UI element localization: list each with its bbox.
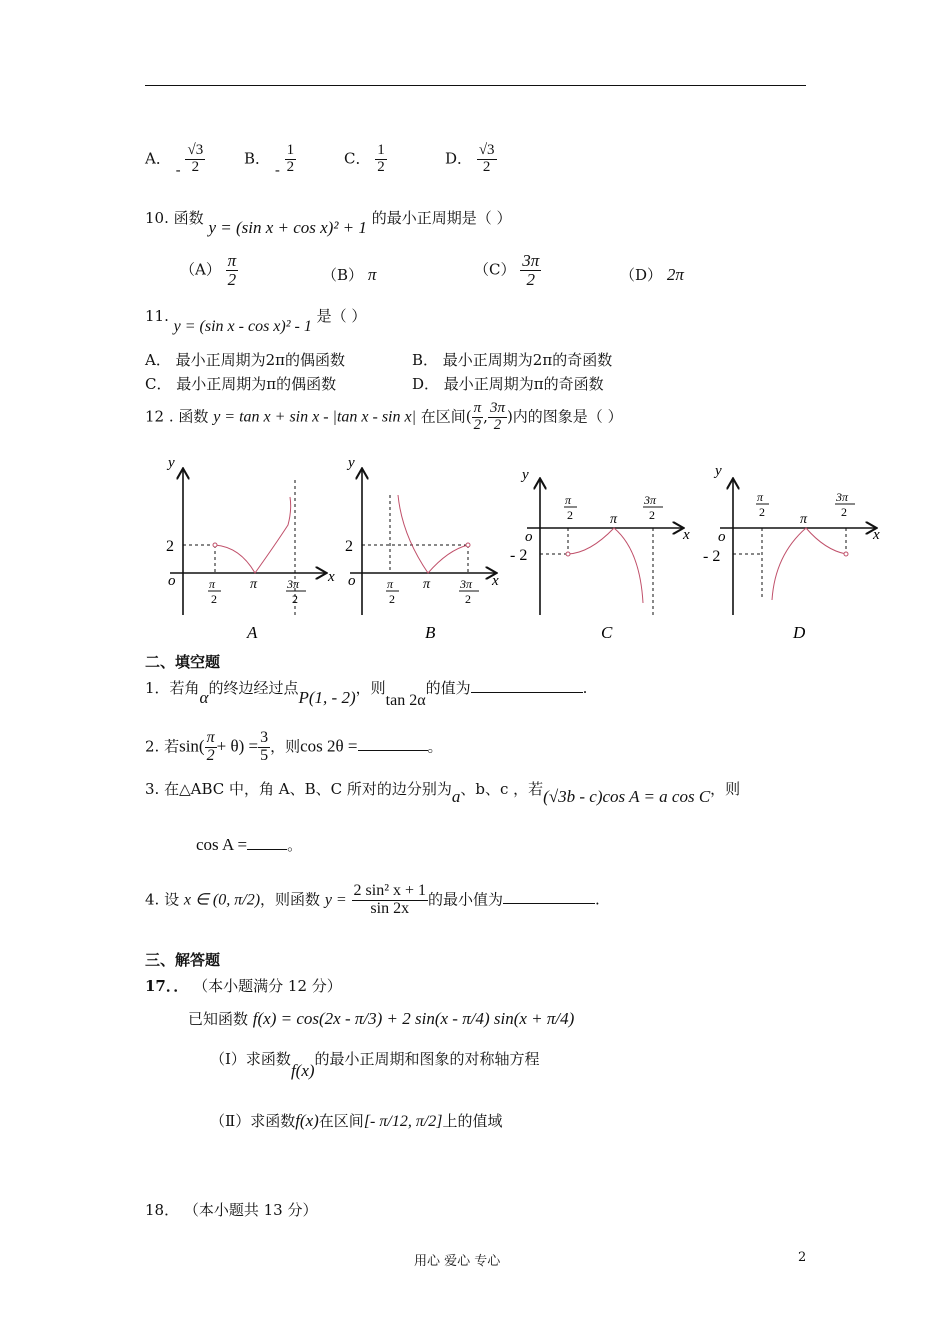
fraction (226, 252, 239, 289)
fill-question-4 (145, 883, 600, 918)
tick-half-den: 2 (567, 508, 573, 522)
question-number: 10. (145, 209, 169, 227)
formula: y = tan x + sin x - |tan x - sin x| (213, 408, 416, 426)
tick-3half-den: 2 (649, 508, 655, 522)
fraction (352, 883, 429, 918)
fill-question-2 (145, 730, 443, 765)
formula: x ∈ (0, π/2) (183, 891, 261, 909)
question-text: 在区间( (420, 407, 472, 426)
answer-blank[interactable] (503, 903, 595, 904)
numerator: 1 (377, 142, 385, 158)
q11-option-b: B． 最小正周期为2π的奇函数 (412, 351, 613, 369)
denominator: sin 2x (370, 899, 410, 917)
q10-option-d (620, 264, 684, 285)
question-number: 11. (145, 307, 169, 325)
q9-option-c (344, 143, 387, 176)
curve (398, 495, 468, 573)
axis-y-label: y (168, 455, 175, 471)
numerator: 2 sin² x + 1 (353, 882, 427, 899)
option-label: （A） (180, 260, 221, 279)
curve (215, 497, 291, 573)
graph-label-a: A (247, 623, 258, 642)
formula: + θ) = (216, 736, 259, 756)
section-title: 二、填空题 (145, 653, 221, 671)
q10-option-b (322, 264, 376, 285)
numerator: 1 (286, 142, 295, 158)
numerator: π (206, 729, 215, 746)
tick-half-num: π (757, 490, 764, 504)
axis-y-label: y (715, 463, 722, 479)
question-text: ，则 (355, 679, 386, 697)
score-note: （本小题共 13 分） (183, 1201, 318, 1219)
q10-stem (145, 207, 512, 237)
punctuation: 。 (427, 737, 443, 756)
question-text: 的最小值为 (428, 890, 504, 909)
tick-pi: π (800, 512, 808, 527)
denominator: 5 (260, 746, 269, 764)
axis-x-label: x (328, 569, 335, 585)
denominator: 2 (191, 158, 200, 175)
formula: a (451, 787, 461, 806)
formula: f(x) (295, 1111, 319, 1130)
origin-label: o (348, 573, 356, 589)
question-number: 17．． (145, 977, 189, 995)
denominator: 2 (526, 269, 536, 289)
option-label: C． (344, 149, 371, 168)
origin-label: o (168, 573, 176, 589)
denominator: 2 (473, 416, 482, 433)
tick-pi: π (610, 512, 618, 527)
sign: - (274, 161, 280, 180)
section-title: 三、解答题 (145, 951, 221, 969)
level-label: 2 (345, 538, 353, 555)
denominator: 2 (377, 158, 385, 175)
footer-text: 用心 爱心 专心 (414, 1254, 501, 1269)
tick-half-den: 2 (389, 592, 395, 606)
q17-given (188, 1008, 574, 1029)
option-label: （C） (474, 260, 516, 279)
tick-half-num: π (565, 493, 572, 507)
question-text: （Ⅱ）求函数 (210, 1112, 296, 1130)
q17-header (145, 975, 342, 996)
question-text: ，则 (710, 780, 741, 798)
q11-stem (145, 305, 367, 335)
comma: , (483, 407, 488, 426)
formula: cos A = (196, 835, 248, 854)
question-text: 、b、c ，若 (460, 780, 544, 798)
numerator: 3π (489, 400, 505, 416)
answer-blank[interactable] (247, 849, 287, 850)
numerator: √3 (187, 142, 204, 158)
fill-question-3-answer (196, 834, 302, 855)
question-number: 18． (145, 1201, 180, 1219)
tick-half-num: π (209, 577, 216, 591)
formula: f(x) = cos(2x - π/3) + 2 sin(x - π/4) sin(x + π/4) (252, 1009, 575, 1028)
fraction (488, 401, 507, 434)
fill-question-3 (145, 778, 741, 806)
question-text: 3. 在△ABC 中，角 A、B、C 所对的边分别为 (145, 780, 452, 798)
fraction (520, 252, 541, 289)
fraction (375, 143, 387, 176)
tick-3half-den: 2 (465, 592, 471, 606)
tick-3half-num: 3π (836, 490, 849, 504)
tick-3half-num: 3π (287, 577, 300, 591)
formula: y = (sin x + cos x)² + 1 (208, 218, 367, 237)
option-label: （D） (620, 266, 663, 284)
curve (568, 528, 643, 603)
option-label: B． (244, 149, 271, 168)
origin-label: o (718, 529, 726, 545)
question-text: )内的图象是（ ） (506, 407, 623, 426)
graph-label-c: C (601, 623, 613, 642)
q12-stem (145, 401, 623, 434)
q10-option-c (474, 252, 541, 289)
denominator: 2 (493, 416, 502, 433)
q12-graphs (150, 455, 890, 650)
tick-half-den: 2 (211, 592, 217, 606)
formula: sin( (179, 736, 205, 756)
question-text: 的最小正周期和图象的对称轴方程 (314, 1050, 540, 1068)
question-text: ，则函数 (260, 890, 321, 909)
numerator: 3 (260, 729, 269, 746)
q10-option-a (180, 252, 238, 289)
q18-header (145, 1199, 318, 1220)
numerator: 3π (522, 251, 540, 270)
question-text: （Ⅰ）求函数 (210, 1050, 291, 1068)
q11-option-d: D． 最小正周期为π的奇函数 (412, 375, 604, 393)
formula: α (199, 688, 209, 707)
formula: y = (324, 891, 347, 909)
graph-d (703, 463, 880, 615)
tick-half-den: 2 (759, 505, 765, 519)
answer-blank[interactable] (471, 692, 583, 693)
fraction (477, 143, 497, 176)
denominator: 2 (227, 269, 237, 289)
score-note: （本小题满分 12 分） (193, 977, 342, 995)
question-text: 函数 (173, 209, 204, 227)
question-text: 的最小正周期是（ ） (371, 209, 512, 227)
graph-c (510, 467, 690, 615)
axis-y-label: y (522, 467, 529, 483)
denominator: 2 (206, 746, 215, 764)
formula: y = (sin x - cos x)² - 1 (173, 318, 312, 335)
fraction (285, 143, 297, 176)
sign: - (175, 161, 181, 180)
axis-x-label: x (492, 573, 499, 589)
graph-a (166, 455, 335, 615)
axis-x-label: x (683, 527, 690, 543)
numerator: π (473, 400, 482, 416)
denominator: 2 (482, 158, 491, 175)
numerator: √3 (478, 142, 495, 158)
page-number: 2 (798, 1250, 807, 1265)
q11-option-a: A． 最小正周期为2π的偶函数 (145, 351, 346, 369)
option-label: D． (445, 149, 473, 168)
tick-half-num: π (387, 577, 394, 591)
tick-3half-num: 3π (460, 577, 473, 591)
axis-x-label: x (873, 527, 880, 543)
fill-question-1 (145, 677, 588, 709)
punctuation: 。 (287, 836, 303, 854)
axis-y-label: y (348, 455, 355, 471)
fraction (472, 401, 484, 434)
q11-option-c: C． 最小正周期为π的偶函数 (145, 375, 337, 393)
level-label: - 2 (703, 548, 721, 565)
q9-option-d (445, 143, 497, 176)
tick-3half-den: 2 (292, 592, 298, 606)
question-text: 4. 设 (145, 890, 180, 909)
tick-pi: π (250, 577, 258, 592)
tick-pi: π (423, 577, 431, 592)
formula: tan 2α (385, 692, 426, 709)
question-number: 12 . (145, 407, 174, 426)
question-text: 的终边经过点 (208, 679, 299, 697)
fraction (258, 730, 270, 765)
question-text: 是（ ） (316, 307, 367, 325)
formula: (√3b - c)cos A = a cos C (543, 787, 711, 806)
q17-part-1 (210, 1048, 540, 1080)
formula: [- π/12, π/2] (363, 1113, 443, 1130)
origin-label: o (525, 529, 533, 545)
denominator: 2 (286, 158, 295, 175)
level-label: - 2 (510, 547, 528, 564)
formula: f(x) (290, 1061, 315, 1080)
answer-blank[interactable] (358, 750, 428, 751)
numerator: π (227, 251, 237, 270)
option-value: 2π (666, 265, 684, 284)
fraction (185, 143, 205, 176)
tick-3half-den: 2 (841, 505, 847, 519)
question-text: 的值为 (425, 679, 471, 697)
tick-3half-num: 3π (644, 493, 657, 507)
punctuation: . (595, 890, 600, 909)
question-text: 已知函数 (188, 1010, 249, 1028)
level-label: 2 (166, 538, 174, 555)
q9-option-b (244, 142, 296, 180)
option-label: A． (145, 149, 171, 168)
option-value: π (367, 265, 377, 284)
question-text: 上的值域 (442, 1112, 503, 1130)
fraction (205, 730, 217, 765)
graph-label-b: B (425, 623, 436, 642)
question-text: 1．若角 (145, 679, 200, 697)
curve (772, 528, 846, 600)
graph-label-d: D (793, 623, 806, 642)
question-text: 2. 若 (145, 737, 180, 756)
header-rule (145, 85, 806, 86)
q9-option-a (145, 142, 205, 180)
question-text: 在区间 (318, 1112, 364, 1130)
option-label: （B） (322, 266, 364, 284)
question-text: 函数 (178, 407, 209, 426)
graph-b (345, 455, 499, 615)
question-text: ，则 (270, 737, 301, 756)
formula: P(1, - 2) (298, 688, 356, 707)
punctuation: . (582, 679, 588, 697)
q17-part-2 (210, 1110, 503, 1131)
formula: cos 2θ = (300, 736, 358, 756)
